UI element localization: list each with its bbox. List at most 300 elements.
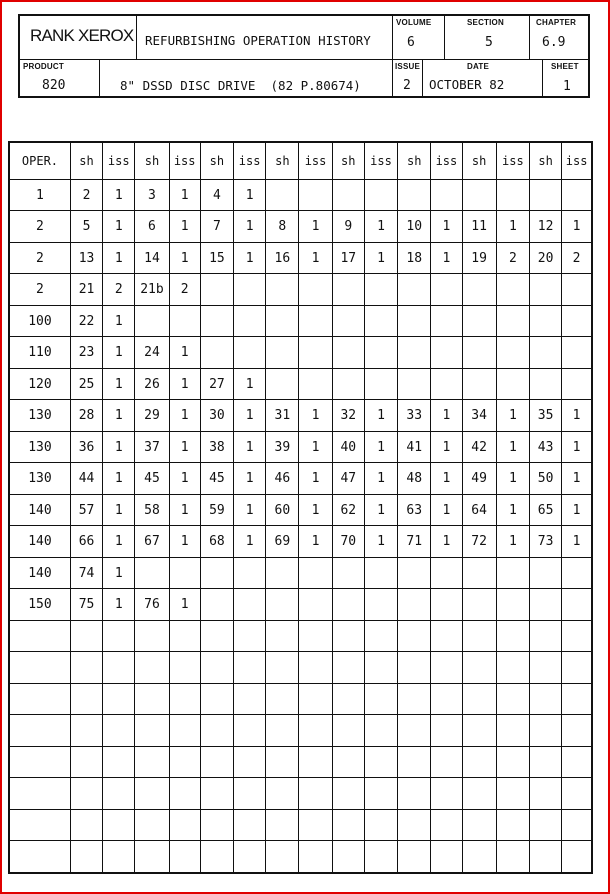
sheet-number-cell: 40 xyxy=(332,431,364,462)
table-row xyxy=(9,431,592,462)
issue-number-cell: 2 xyxy=(103,274,135,305)
sheet-number-cell xyxy=(462,620,496,651)
sheet-number-cell: 5 xyxy=(70,211,102,242)
sheet-number-cell xyxy=(398,809,431,840)
table-row xyxy=(9,337,592,368)
issue-number-cell xyxy=(431,337,462,368)
issue-number-cell xyxy=(169,778,200,809)
sheet-number-cell xyxy=(70,841,102,873)
sheet-number-cell xyxy=(200,683,233,714)
column-header-sh: sh xyxy=(398,142,431,180)
column-header-sh: sh xyxy=(70,142,102,180)
sheet-number-cell xyxy=(332,841,364,873)
sheet-number-cell xyxy=(200,715,233,746)
sheet-number-cell: 76 xyxy=(135,589,169,620)
sheet-number-cell: 39 xyxy=(266,431,299,462)
sheet-number-cell xyxy=(266,368,299,399)
sheet-number-cell xyxy=(266,715,299,746)
issue-number-cell xyxy=(364,841,397,873)
sheet-number-cell xyxy=(200,620,233,651)
issue-number-cell xyxy=(431,841,462,873)
issue-number-cell xyxy=(103,841,135,873)
oper-cell: 130 xyxy=(9,463,70,494)
oper-cell: 2 xyxy=(9,274,70,305)
issue-number-cell: 1 xyxy=(431,463,462,494)
sheet-number-cell: 59 xyxy=(200,494,233,525)
sheet-number-cell xyxy=(200,274,233,305)
product-label: PRODUCT xyxy=(23,62,64,71)
issue-number-cell: 1 xyxy=(431,211,462,242)
sheet-number-cell: 2 xyxy=(70,180,102,211)
sheet-number-cell xyxy=(529,715,561,746)
column-header-sh: sh xyxy=(332,142,364,180)
issue-number-cell: 1 xyxy=(169,494,200,525)
sheet-number-cell xyxy=(529,274,561,305)
table-row xyxy=(9,526,592,557)
issue-number-cell: 1 xyxy=(364,526,397,557)
sheet-number-cell: 27 xyxy=(200,368,233,399)
issue-number-cell xyxy=(431,305,462,336)
sheet-number-cell xyxy=(398,715,431,746)
sheet-number-cell: 35 xyxy=(529,400,561,431)
sheet-number-cell xyxy=(200,652,233,683)
issue-number-cell xyxy=(496,620,529,651)
sheet-number-cell xyxy=(135,683,169,714)
sheet-number-cell xyxy=(529,368,561,399)
sheet-number-cell: 12 xyxy=(529,211,561,242)
oper-cell xyxy=(9,746,70,777)
issue-number-cell xyxy=(364,274,397,305)
issue-number-cell xyxy=(299,841,332,873)
issue-number-cell: 1 xyxy=(103,463,135,494)
sheet-number-cell: 15 xyxy=(200,242,233,273)
volume-label: VOLUME xyxy=(396,18,432,27)
sheet-number-cell xyxy=(70,809,102,840)
product-value: 820 xyxy=(42,78,66,93)
issue-number-cell xyxy=(562,620,592,651)
sheet-number-cell: 58 xyxy=(135,494,169,525)
issue-number-cell: 1 xyxy=(364,211,397,242)
issue-number-cell: 1 xyxy=(234,463,266,494)
table-row xyxy=(9,274,592,305)
issue-number-cell xyxy=(234,274,266,305)
sheet-number-cell: 47 xyxy=(332,463,364,494)
sheet-cell xyxy=(543,60,588,96)
sheet-number-cell: 74 xyxy=(70,557,102,588)
issue-number-cell xyxy=(364,589,397,620)
issue-number-cell: 1 xyxy=(496,400,529,431)
table-row xyxy=(9,683,592,714)
issue-number-cell: 1 xyxy=(299,242,332,273)
volume-cell xyxy=(393,16,445,60)
sheet-number-cell: 42 xyxy=(462,431,496,462)
sheet-number-cell xyxy=(266,589,299,620)
column-header-sh: sh xyxy=(529,142,561,180)
sheet-number-cell: 31 xyxy=(266,400,299,431)
sheet-number-cell: 9 xyxy=(332,211,364,242)
issue-number-cell xyxy=(169,809,200,840)
sheet-number-cell xyxy=(135,746,169,777)
sheet-number-cell xyxy=(398,652,431,683)
table-row xyxy=(9,620,592,651)
table-row xyxy=(9,652,592,683)
oper-cell: 140 xyxy=(9,526,70,557)
table-row xyxy=(9,180,592,211)
sheet-number-cell xyxy=(398,274,431,305)
sheet-number-cell xyxy=(462,589,496,620)
sheet-number-cell: 71 xyxy=(398,526,431,557)
issue-number-cell xyxy=(299,746,332,777)
issue-number-cell: 1 xyxy=(562,211,592,242)
section-cell xyxy=(445,16,530,60)
issue-number-cell xyxy=(234,715,266,746)
issue-number-cell: 2 xyxy=(496,242,529,273)
sheet-number-cell xyxy=(529,746,561,777)
issue-number-cell xyxy=(299,368,332,399)
sheet-number-cell xyxy=(200,589,233,620)
issue-number-cell xyxy=(364,778,397,809)
sheet-number-cell xyxy=(266,841,299,873)
sheet-number-cell xyxy=(200,841,233,873)
sheet-number-cell: 45 xyxy=(200,463,233,494)
issue-number-cell xyxy=(431,809,462,840)
issue-number-cell xyxy=(364,715,397,746)
issue-number-cell: 1 xyxy=(103,242,135,273)
sheet-number-cell: 25 xyxy=(70,368,102,399)
table-row xyxy=(9,400,592,431)
sheet-number-cell xyxy=(529,337,561,368)
issue-number-cell: 1 xyxy=(299,463,332,494)
sheet-number-cell xyxy=(200,778,233,809)
table-row xyxy=(9,305,592,336)
issue-number-cell: 1 xyxy=(364,242,397,273)
sheet-number-cell: 68 xyxy=(200,526,233,557)
sheet-number-cell: 49 xyxy=(462,463,496,494)
issue-number-cell: 1 xyxy=(169,368,200,399)
column-header-iss: iss xyxy=(364,142,397,180)
date-value: OCTOBER 82 xyxy=(429,77,505,92)
issue-number-cell xyxy=(496,715,529,746)
issue-number-cell xyxy=(496,368,529,399)
issue-number-cell: 1 xyxy=(431,494,462,525)
issue-number-cell xyxy=(169,715,200,746)
issue-number-cell xyxy=(364,557,397,588)
issue-number-cell xyxy=(234,652,266,683)
sheet-number-cell xyxy=(266,305,299,336)
issue-number-cell: 1 xyxy=(103,494,135,525)
issue-number-cell xyxy=(103,652,135,683)
table-row xyxy=(9,841,592,873)
issue-number-cell xyxy=(234,557,266,588)
sheet-number-cell xyxy=(398,620,431,651)
oper-cell: 100 xyxy=(9,305,70,336)
issue-number-cell xyxy=(431,368,462,399)
sheet-number-cell xyxy=(398,337,431,368)
issue-number-cell: 1 xyxy=(169,589,200,620)
sheet-number-cell: 21 xyxy=(70,274,102,305)
sheet-number-cell: 73 xyxy=(529,526,561,557)
sheet-number-cell: 4 xyxy=(200,180,233,211)
sheet-number-cell xyxy=(332,557,364,588)
sheet-number-cell xyxy=(462,557,496,588)
sheet-number-cell xyxy=(70,652,102,683)
issue-label: ISSUE xyxy=(395,62,421,71)
operation-history-table xyxy=(8,141,593,874)
sheet-number-cell xyxy=(266,746,299,777)
issue-number-cell xyxy=(562,557,592,588)
table-row xyxy=(9,463,592,494)
column-header-iss: iss xyxy=(234,142,266,180)
sheet-number-cell: 11 xyxy=(462,211,496,242)
issue-number-cell: 1 xyxy=(103,589,135,620)
sheet-number-cell xyxy=(332,337,364,368)
issue-number-cell xyxy=(496,274,529,305)
issue-number-cell xyxy=(364,620,397,651)
issue-number-cell: 1 xyxy=(234,526,266,557)
sheet-number-cell xyxy=(200,305,233,336)
sheet-number-cell xyxy=(398,778,431,809)
issue-number-cell: 1 xyxy=(103,305,135,336)
logo-cell xyxy=(20,16,137,60)
oper-cell xyxy=(9,778,70,809)
description-cell xyxy=(100,60,393,96)
issue-number-cell xyxy=(562,778,592,809)
title-block xyxy=(18,14,590,98)
sheet-number-cell xyxy=(135,620,169,651)
sheet-number-cell: 41 xyxy=(398,431,431,462)
issue-number-cell: 1 xyxy=(299,431,332,462)
sheet-number-cell: 20 xyxy=(529,242,561,273)
issue-number-cell xyxy=(299,337,332,368)
oper-cell: 2 xyxy=(9,242,70,273)
issue-number-cell xyxy=(299,557,332,588)
issue-number-cell xyxy=(234,809,266,840)
sheet-number-cell xyxy=(70,715,102,746)
issue-number-cell xyxy=(562,180,592,211)
sheet-number-cell xyxy=(529,557,561,588)
sheet-number-cell: 67 xyxy=(135,526,169,557)
issue-number-cell: 1 xyxy=(364,494,397,525)
sheet-number-cell xyxy=(462,841,496,873)
issue-number-cell xyxy=(364,652,397,683)
issue-number-cell xyxy=(431,180,462,211)
table-body xyxy=(9,180,592,874)
company-logo: RANK XEROX xyxy=(30,26,134,45)
sheet-number-cell xyxy=(135,715,169,746)
sheet-number-cell xyxy=(529,809,561,840)
sheet-number-cell xyxy=(135,557,169,588)
issue-number-cell xyxy=(431,683,462,714)
issue-number-cell: 1 xyxy=(299,526,332,557)
issue-number-cell xyxy=(169,557,200,588)
issue-number-cell xyxy=(364,180,397,211)
oper-cell xyxy=(9,809,70,840)
oper-cell: 140 xyxy=(9,494,70,525)
issue-number-cell xyxy=(562,337,592,368)
issue-number-cell xyxy=(169,841,200,873)
issue-number-cell: 1 xyxy=(234,494,266,525)
table-row xyxy=(9,494,592,525)
column-header-oper: OPER. xyxy=(9,142,70,180)
table-row xyxy=(9,589,592,620)
sheet-number-cell xyxy=(266,620,299,651)
table-row xyxy=(9,242,592,273)
issue-number-cell: 1 xyxy=(234,180,266,211)
issue-number-cell xyxy=(562,652,592,683)
issue-number-cell xyxy=(562,715,592,746)
sheet-number-cell xyxy=(266,809,299,840)
sheet-number-cell: 36 xyxy=(70,431,102,462)
document-title: REFURBISHING OPERATION HISTORY xyxy=(145,33,371,48)
sheet-number-cell xyxy=(70,778,102,809)
column-header-sh: sh xyxy=(462,142,496,180)
title-cell xyxy=(137,16,393,60)
sheet-number-cell: 10 xyxy=(398,211,431,242)
sheet-number-cell xyxy=(398,683,431,714)
sheet-label: SHEET xyxy=(551,62,579,71)
column-header-iss: iss xyxy=(169,142,200,180)
date-label: DATE xyxy=(467,62,489,71)
sheet-number-cell xyxy=(529,683,561,714)
issue-number-cell: 1 xyxy=(234,242,266,273)
table-row xyxy=(9,557,592,588)
sheet-number-cell: 32 xyxy=(332,400,364,431)
sheet-number-cell xyxy=(332,778,364,809)
table-header-row xyxy=(9,142,592,180)
issue-number-cell xyxy=(103,715,135,746)
sheet-number-cell xyxy=(135,841,169,873)
sheet-number-cell: 45 xyxy=(135,463,169,494)
oper-cell xyxy=(9,841,70,873)
oper-cell xyxy=(9,683,70,714)
issue-number-cell xyxy=(103,809,135,840)
volume-value: 6 xyxy=(407,35,415,50)
issue-number-cell xyxy=(562,683,592,714)
issue-number-cell xyxy=(169,683,200,714)
issue-number-cell xyxy=(431,778,462,809)
sheet-number-cell xyxy=(398,589,431,620)
oper-cell: 120 xyxy=(9,368,70,399)
issue-number-cell xyxy=(496,305,529,336)
issue-number-cell: 1 xyxy=(103,180,135,211)
issue-number-cell xyxy=(431,746,462,777)
sheet-number-cell xyxy=(462,180,496,211)
sheet-number-cell: 19 xyxy=(462,242,496,273)
issue-number-cell: 1 xyxy=(169,400,200,431)
issue-number-cell xyxy=(364,746,397,777)
issue-number-cell xyxy=(431,620,462,651)
sheet-number-cell: 69 xyxy=(266,526,299,557)
sheet-number-cell xyxy=(200,809,233,840)
sheet-number-cell xyxy=(266,274,299,305)
sheet-number-cell: 33 xyxy=(398,400,431,431)
issue-number-cell xyxy=(234,337,266,368)
issue-number-cell xyxy=(169,746,200,777)
product-cell xyxy=(20,60,100,96)
sheet-number-cell: 50 xyxy=(529,463,561,494)
sheet-number-cell: 37 xyxy=(135,431,169,462)
sheet-number-cell: 28 xyxy=(70,400,102,431)
issue-number-cell xyxy=(364,809,397,840)
sheet-number-cell: 8 xyxy=(266,211,299,242)
sheet-number-cell xyxy=(529,305,561,336)
issue-number-cell: 1 xyxy=(234,368,266,399)
issue-number-cell: 1 xyxy=(169,211,200,242)
sheet-number-cell xyxy=(266,778,299,809)
sheet-number-cell xyxy=(135,305,169,336)
oper-cell: 1 xyxy=(9,180,70,211)
sheet-number-cell: 24 xyxy=(135,337,169,368)
issue-number-cell: 1 xyxy=(496,463,529,494)
sheet-number-cell xyxy=(135,652,169,683)
issue-number-cell xyxy=(103,778,135,809)
issue-number-cell: 1 xyxy=(496,494,529,525)
issue-number-cell: 1 xyxy=(562,463,592,494)
chapter-cell xyxy=(530,16,588,60)
issue-number-cell: 1 xyxy=(234,400,266,431)
sheet-number-cell xyxy=(266,652,299,683)
sheet-number-cell: 17 xyxy=(332,242,364,273)
issue-number-cell: 1 xyxy=(299,494,332,525)
oper-cell: 140 xyxy=(9,557,70,588)
sheet-number-cell: 66 xyxy=(70,526,102,557)
sheet-number-cell: 38 xyxy=(200,431,233,462)
sheet-number-cell: 22 xyxy=(70,305,102,336)
sheet-number-cell: 57 xyxy=(70,494,102,525)
sheet-number-cell xyxy=(266,557,299,588)
issue-number-cell: 1 xyxy=(103,557,135,588)
sheet-number-cell xyxy=(398,841,431,873)
column-header-sh: sh xyxy=(200,142,233,180)
issue-number-cell: 1 xyxy=(364,400,397,431)
sheet-number-cell: 29 xyxy=(135,400,169,431)
issue-number-cell: 1 xyxy=(364,463,397,494)
sheet-number-cell: 3 xyxy=(135,180,169,211)
issue-number-cell: 1 xyxy=(562,431,592,462)
issue-number-cell xyxy=(364,305,397,336)
issue-number-cell xyxy=(496,683,529,714)
sheet-number-cell: 62 xyxy=(332,494,364,525)
sheet-number-cell xyxy=(462,746,496,777)
issue-number-cell xyxy=(103,683,135,714)
sheet-number-cell: 14 xyxy=(135,242,169,273)
issue-number-cell xyxy=(234,841,266,873)
sheet-number-cell xyxy=(135,778,169,809)
sheet-number-cell xyxy=(462,683,496,714)
oper-cell: 130 xyxy=(9,431,70,462)
issue-number-cell xyxy=(496,809,529,840)
issue-number-cell xyxy=(431,274,462,305)
sheet-number-cell xyxy=(332,746,364,777)
issue-number-cell xyxy=(562,746,592,777)
issue-number-cell: 1 xyxy=(496,526,529,557)
sheet-number-cell: 16 xyxy=(266,242,299,273)
issue-number-cell xyxy=(496,778,529,809)
column-header-iss: iss xyxy=(431,142,462,180)
issue-number-cell: 1 xyxy=(103,526,135,557)
sheet-number-cell xyxy=(529,180,561,211)
sheet-number-cell xyxy=(200,557,233,588)
issue-number-cell xyxy=(234,305,266,336)
section-value: 5 xyxy=(485,35,493,50)
issue-number-cell xyxy=(299,180,332,211)
sheet-number-cell xyxy=(266,337,299,368)
sheet-number-cell: 48 xyxy=(398,463,431,494)
sheet-number-cell: 72 xyxy=(462,526,496,557)
oper-cell: 2 xyxy=(9,211,70,242)
sheet-number-cell xyxy=(398,305,431,336)
issue-number-cell: 1 xyxy=(169,431,200,462)
